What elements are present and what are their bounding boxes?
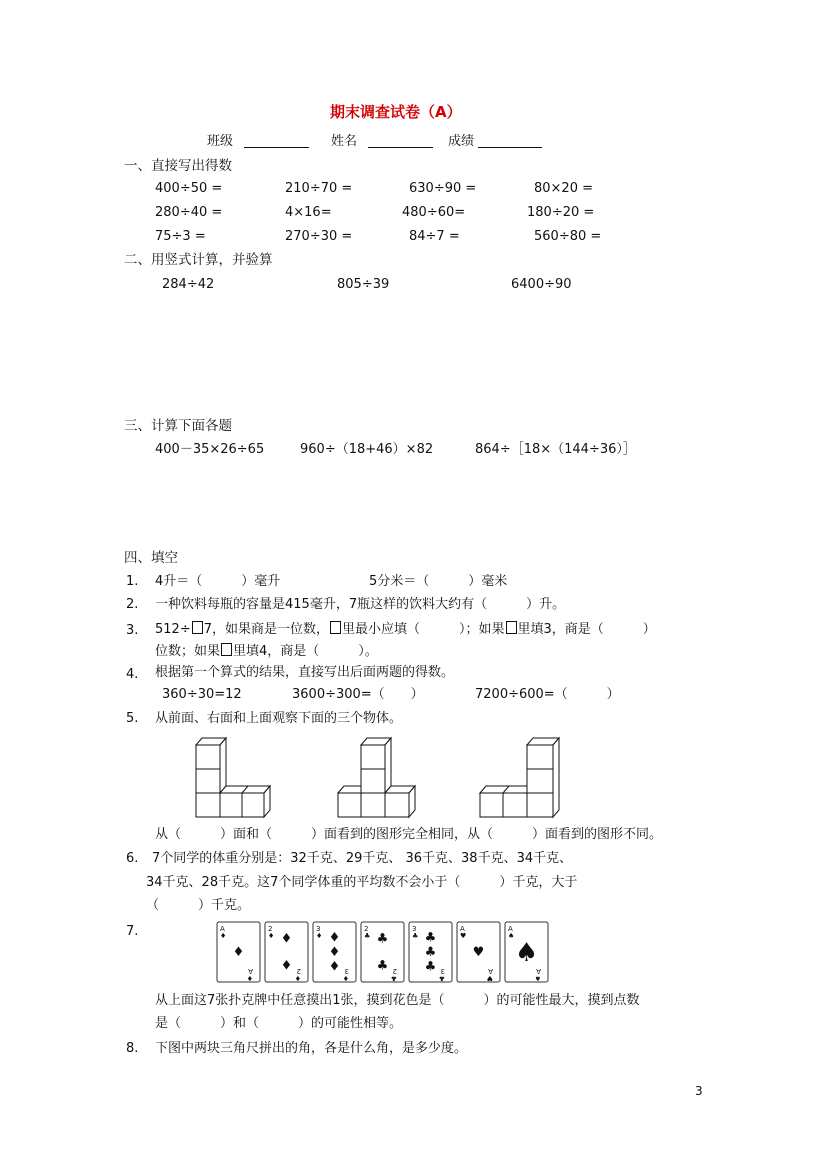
q4-equation: 7200÷600=（ ） — [475, 687, 620, 702]
question-number: 5. — [126, 711, 139, 726]
card-suit-corner: ♦ — [294, 974, 301, 982]
question-number: 4. — [126, 667, 139, 682]
card-pip: ♣ — [424, 959, 437, 975]
card-pip: ♠ — [514, 938, 539, 968]
cube-figure-2 — [335, 735, 425, 820]
card-rank: A — [220, 925, 225, 933]
class-label: 班级 — [207, 134, 234, 149]
card-pip: ♦ — [280, 958, 293, 974]
q3-text: 里最小应填（ ）；如果 — [342, 622, 505, 637]
q3-text: 位数；如果 — [155, 644, 221, 659]
card-suit-corner: ♣ — [412, 932, 419, 940]
playing-card — [505, 922, 548, 982]
q3-text: 7，如果商是一位数， — [203, 622, 329, 637]
calc-item: 270÷30 = — [285, 229, 353, 244]
playing-card — [313, 922, 356, 982]
card-rank: A — [248, 967, 253, 975]
cube-figure-3 — [477, 735, 567, 820]
class-blank[interactable] — [244, 135, 309, 148]
card-suit-corner: ♦ — [246, 974, 253, 982]
card-pip: ♦ — [280, 931, 293, 947]
card-suit-corner: ♦ — [268, 932, 275, 940]
q6-line3: （ ）千克。 — [146, 898, 251, 913]
q3-text: 512÷ — [155, 622, 191, 637]
q5-answer: 从（ ）面和（ ）面看到的图形完全相同，从（ ）面看到的图形不同。 — [155, 827, 663, 842]
calc-item: 480÷60= — [402, 205, 466, 220]
calc-item: 280÷40 = — [155, 205, 223, 220]
score-blank[interactable] — [478, 135, 542, 148]
q4-text: 根据第一个算式的结果，直接写出后面两题的得数。 — [155, 665, 455, 680]
calc-item: 560÷80 = — [534, 229, 602, 244]
card-suit-corner: ♣ — [364, 932, 371, 940]
q4-equation: 360÷30=12 — [162, 687, 242, 702]
card-rank: A — [488, 967, 493, 975]
card-suit-corner: ♣ — [438, 974, 445, 982]
card-suit-corner: ♦ — [316, 932, 323, 940]
q8-text: 下图中两块三角尺拼出的角，各是什么角，是多少度。 — [155, 1041, 468, 1056]
name-blank[interactable] — [368, 135, 433, 148]
q3-text: 里填3，商是（ ） — [517, 622, 656, 637]
card-pip: ♦ — [328, 959, 341, 975]
card-suit-corner: ♥ — [486, 974, 493, 982]
card-pip: ♥ — [472, 945, 485, 960]
calc-item: 180÷20 = — [527, 205, 595, 220]
q2-text: 一种饮料每瓶的容量是415毫升，7瓶这样的饮料大约有（ ）升。 — [155, 597, 566, 612]
card-rank: 3 — [412, 925, 417, 933]
cube-figure-1 — [190, 735, 280, 820]
calc-item: 4×16= — [285, 205, 332, 220]
q7-line1: 从上面这7张扑克牌中任意摸出1张，摸到花色是（ ）的可能性最大，摸到点数 — [155, 993, 640, 1008]
blank-box[interactable] — [330, 621, 341, 634]
section2-heading: 二、用竖式计算，并验算 — [124, 252, 273, 268]
section3-heading: 三、计算下面各题 — [124, 418, 232, 434]
q3-line2 — [155, 643, 378, 660]
card-rank: 2 — [392, 967, 397, 975]
card-pip: ♣ — [376, 931, 389, 947]
card-pip: ♣ — [424, 930, 437, 946]
card-suit-corner: ♦ — [342, 974, 349, 982]
card-pip: ♦ — [328, 930, 341, 946]
expression-item: 864÷［18×（144÷36）］ — [475, 442, 636, 457]
card-rank: 3 — [440, 967, 445, 975]
section4-heading: 四、填空 — [124, 550, 178, 566]
playing-card — [457, 922, 500, 982]
section1-heading: 一、直接写出得数 — [124, 158, 232, 174]
card-rank: 3 — [344, 967, 349, 975]
playing-cards-svg — [216, 921, 552, 983]
name-label: 姓名 — [331, 134, 358, 149]
calc-item: 400÷50 = — [155, 181, 223, 196]
card-suit-corner: ♣ — [390, 974, 397, 982]
playing-card — [265, 922, 308, 982]
blank-box[interactable] — [192, 621, 203, 634]
card-rank: A — [508, 925, 513, 933]
q4-equation: 3600÷300=（ ） — [292, 687, 424, 702]
playing-card — [409, 922, 452, 982]
calc-item: 80×20 = — [534, 181, 594, 196]
card-rank: A — [460, 925, 465, 933]
card-pip: ♦ — [328, 945, 341, 960]
vertical-calc-item: 284÷42 — [162, 277, 215, 292]
expression-item: 960÷（18+46）×82 — [300, 442, 434, 457]
q1-part-a: 4升＝（ ）毫升 — [155, 574, 281, 589]
playing-cards — [216, 921, 556, 983]
q3-line1 — [155, 621, 656, 638]
page-title: 期末调查试卷（A） — [330, 103, 462, 121]
card-pip: ♣ — [376, 958, 389, 974]
card-pip: ♦ — [232, 945, 245, 960]
q5-text: 从前面、右面和上面观察下面的三个物体。 — [155, 711, 403, 726]
expression-item: 400－35×26÷65 — [155, 442, 265, 457]
card-rank: 2 — [364, 925, 369, 933]
question-number: 2. — [126, 597, 139, 612]
page-number: 3 — [695, 1084, 703, 1098]
playing-card — [361, 922, 404, 982]
card-rank: 2 — [268, 925, 273, 933]
question-number: 1. — [126, 574, 139, 589]
card-suit-corner: ♦ — [220, 932, 227, 940]
q7-line2: 是（ ）和（ ）的可能性相等。 — [155, 1016, 403, 1031]
calc-item: 210÷70 = — [285, 181, 353, 196]
card-suit-corner: ♥ — [460, 932, 467, 940]
vertical-calc-item: 805÷39 — [337, 277, 390, 292]
question-number: 3. — [126, 623, 139, 638]
question-number: 7. — [126, 924, 139, 939]
blank-box[interactable] — [221, 643, 232, 656]
playing-card — [217, 922, 260, 982]
calc-item: 630÷90 = — [409, 181, 477, 196]
blank-box[interactable] — [506, 621, 517, 634]
score-label: 成绩 — [448, 134, 475, 149]
question-number: 6. — [126, 851, 139, 866]
q6-line2: 34千克、28千克。这7个同学体重的平均数不会小于（ ）千克，大于 — [146, 875, 578, 890]
q3-text: 里填4，商是（ ）。 — [233, 644, 378, 659]
q6-line1: 7个同学的体重分别是：32千克、29千克、 36千克、38千克、34千克、 — [152, 851, 573, 866]
card-suit-corner: ♠ — [508, 932, 515, 940]
vertical-calc-item: 6400÷90 — [511, 277, 572, 292]
card-suit-corner: ♠ — [534, 974, 541, 982]
calc-item: 75÷3 = — [155, 229, 206, 244]
q1-part-b: 5分米＝（ ）毫米 — [369, 574, 508, 589]
question-number: 8. — [126, 1041, 139, 1056]
card-rank: 2 — [296, 967, 301, 975]
calc-item: 84÷7 = — [409, 229, 460, 244]
card-rank: 3 — [316, 925, 321, 933]
card-pip: ♣ — [424, 945, 437, 960]
card-rank: A — [536, 967, 541, 975]
